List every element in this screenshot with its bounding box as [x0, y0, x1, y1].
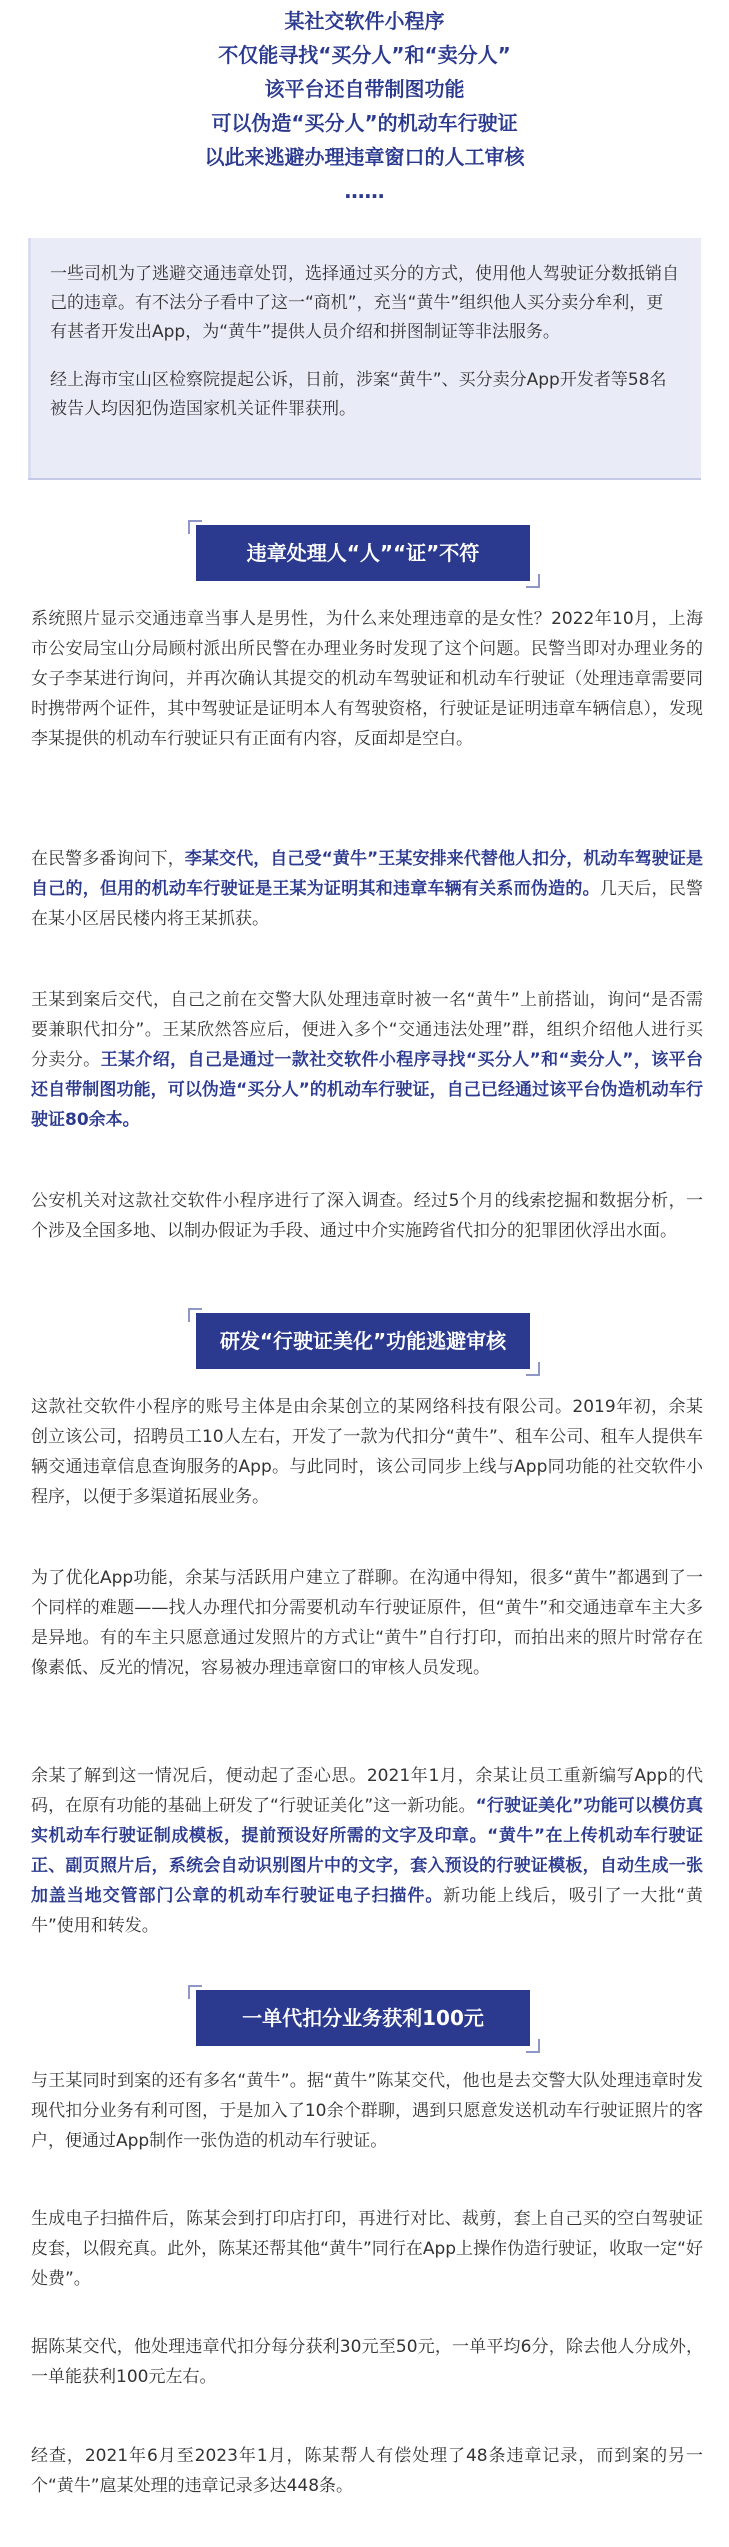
headline-line: …… [344, 179, 385, 203]
intro-paragraph: 一些司机为了逃避交通违章处罚，选择通过买分的方式，使用他人驾驶证分数抵销自己的违章。有不法分子看中了这一“商机”，充当“黄牛”组织他人买分卖分牟利，更有甚者开发出App，为“黄牛”提供人员介绍和拼图制证等非法服务。 [50, 264, 679, 342]
headline-line: 不仅能寻找“买分人”和“卖分人” [218, 43, 511, 67]
headline-line: 以此来逃避办理违章窗口的人工审核 [204, 145, 525, 169]
body-paragraph: 余某了解到这一情况后，便动起了歪心思。2021年1月，余某让员工重新编写App的代码，在原有功能的基础上研发了“行驶证美化”这一新功能。“行驶证美化”功能可以模仿真实机动车行驶证制成模板，提前预设好所需的文字及印章。“黄牛”在上传机动车行驶证正、副页照片后，系统会自动识别图片中的文字，套入预设的行驶证模板，自动生成一张加盖当地交管部门公章的机动车行驶证电子扫描件。新功能上线后，吸引了一大批“黄牛”使用和转发。 [31, 1766, 704, 1936]
body-paragraph: 与王某同时到案的还有多名“黄牛”。据“黄牛”陈某交代，他也是去交警大队处理违章时发现代扣分业务有利可图，于是加入了10余个群聊，遇到只愿意发送机动车行驶证照片的客户，便通过App制作一张伪造的机动车行驶证。 [31, 2071, 703, 2151]
section-heading [0, 1308, 729, 1374]
body-paragraph: 生成电子扫描件后，陈某会到打印店打印，再进行对比、裁剪，套上自己买的空白驾驶证皮套，以假充真。此外，陈某还帮其他“黄牛”同行在App上操作伪造行驶证，收取一定“好处费”。 [31, 2209, 703, 2289]
body-paragraph: 王某到案后交代，自己之前在交警大队处理违章时被一名“黄牛”上前搭讪，询问“是否需要兼职代扣分”。王某欣然答应后，便进入多个“交通违法处理”群，组织介绍他人进行买分卖分。王某介绍，自己是通过一款社交软件小程序寻找“买分人”和“卖分人”，该平台还自带制图功能，可以伪造“买分人”的机动车行驶证，自己已经通过该平台伪造机动车行驶证80余本。 [31, 990, 703, 1130]
body-paragraph: 在民警多番询问下，李某交代，自己受“黄牛”王某安排来代替他人扣分，机动车驾驶证是自己的，但用的机动车行驶证是王某为证明其和违章车辆有关系而伪造的。几天后，民警在某小区居民楼内将王某抓获。 [31, 849, 704, 929]
intro-paragraph: 经上海市宝山区检察院提起公诉，日前，涉案“黄牛”、买分卖分App开发者等58名被告人均因犯伪造国家机关证件罪获刑。 [50, 370, 667, 419]
body-paragraph: 据陈某交代，他处理违章代扣分每分获利30元至50元，一单平均6分，除去他人分成外，一单能获利100元左右。 [31, 2337, 703, 2387]
section-title: 研发“行驶证美化”功能逃避审核 [219, 1329, 507, 1353]
body-paragraph: 系统照片显示交通违章当事人是男性，为什么来处理违章的是女性？2022年10月，上海市公安局宝山分局顾村派出所民警在办理业务时发现了这个问题。民警当即对办理业务的女子李某进行询问，并再次确认其提交的机动车驾驶证和机动车行驶证（处理违章需要同时携带两个证件，其中驾驶证是证明本人有驾驶资格，行驶证是证明违章车辆信息），发现李某提供的机动车行驶证只有正面有内容，反面却是空白。 [31, 609, 703, 749]
headline-line: 该平台还自带制图功能 [264, 77, 465, 101]
intro-summary-box [28, 238, 701, 480]
section-heading [0, 520, 729, 586]
headline-block [0, 4, 729, 208]
body-paragraph: 这款社交软件小程序的账号主体是由余某创立的某网络科技有限公司。2019年初，余某创立该公司，招聘员工10人左右，开发了一款为代扣分“黄牛”、租车公司、租车人提供车辆交通违章信息查询服务的App。与此同时，该公司同步上线与App同功能的社交软件小程序，以便于多渠道拓展业务。 [31, 1397, 703, 1507]
body-paragraph: 公安机关对这款社交软件小程序进行了深入调查。经过5个月的线索挖掘和数据分析，一个涉及全国多地、以制办假证为手段、通过中介实施跨省代扣分的犯罪团伙浮出水面。 [31, 1191, 703, 1241]
body-paragraph: 为了优化App功能，余某与活跃用户建立了群聊。在沟通中得知，很多“黄牛”都遇到了一个同样的难题——找人办理代扣分需要机动车行驶证原件，但“黄牛”和交通违章车主大多是异地。有的车主只愿意通过发照片的方式让“黄牛”自行打印，而拍出来的照片时常存在像素低、反光的情况，容易被办理违章窗口的审核人员发现。 [31, 1568, 703, 1678]
section-heading [0, 1985, 729, 2051]
section-title: 违章处理人“人”“证”不符 [246, 541, 480, 565]
headline-line: 某社交软件小程序 [284, 9, 445, 33]
headline-line: 可以伪造“买分人”的机动车行驶证 [211, 111, 518, 135]
body-paragraph: 经查，2021年6月至2023年1月，陈某帮人有偿处理了48条违章记录，而到案的另一个“黄牛”扈某处理的违章记录多达448条。 [31, 2446, 703, 2496]
section-title: 一单代扣分业务获利100元 [242, 2006, 484, 2030]
